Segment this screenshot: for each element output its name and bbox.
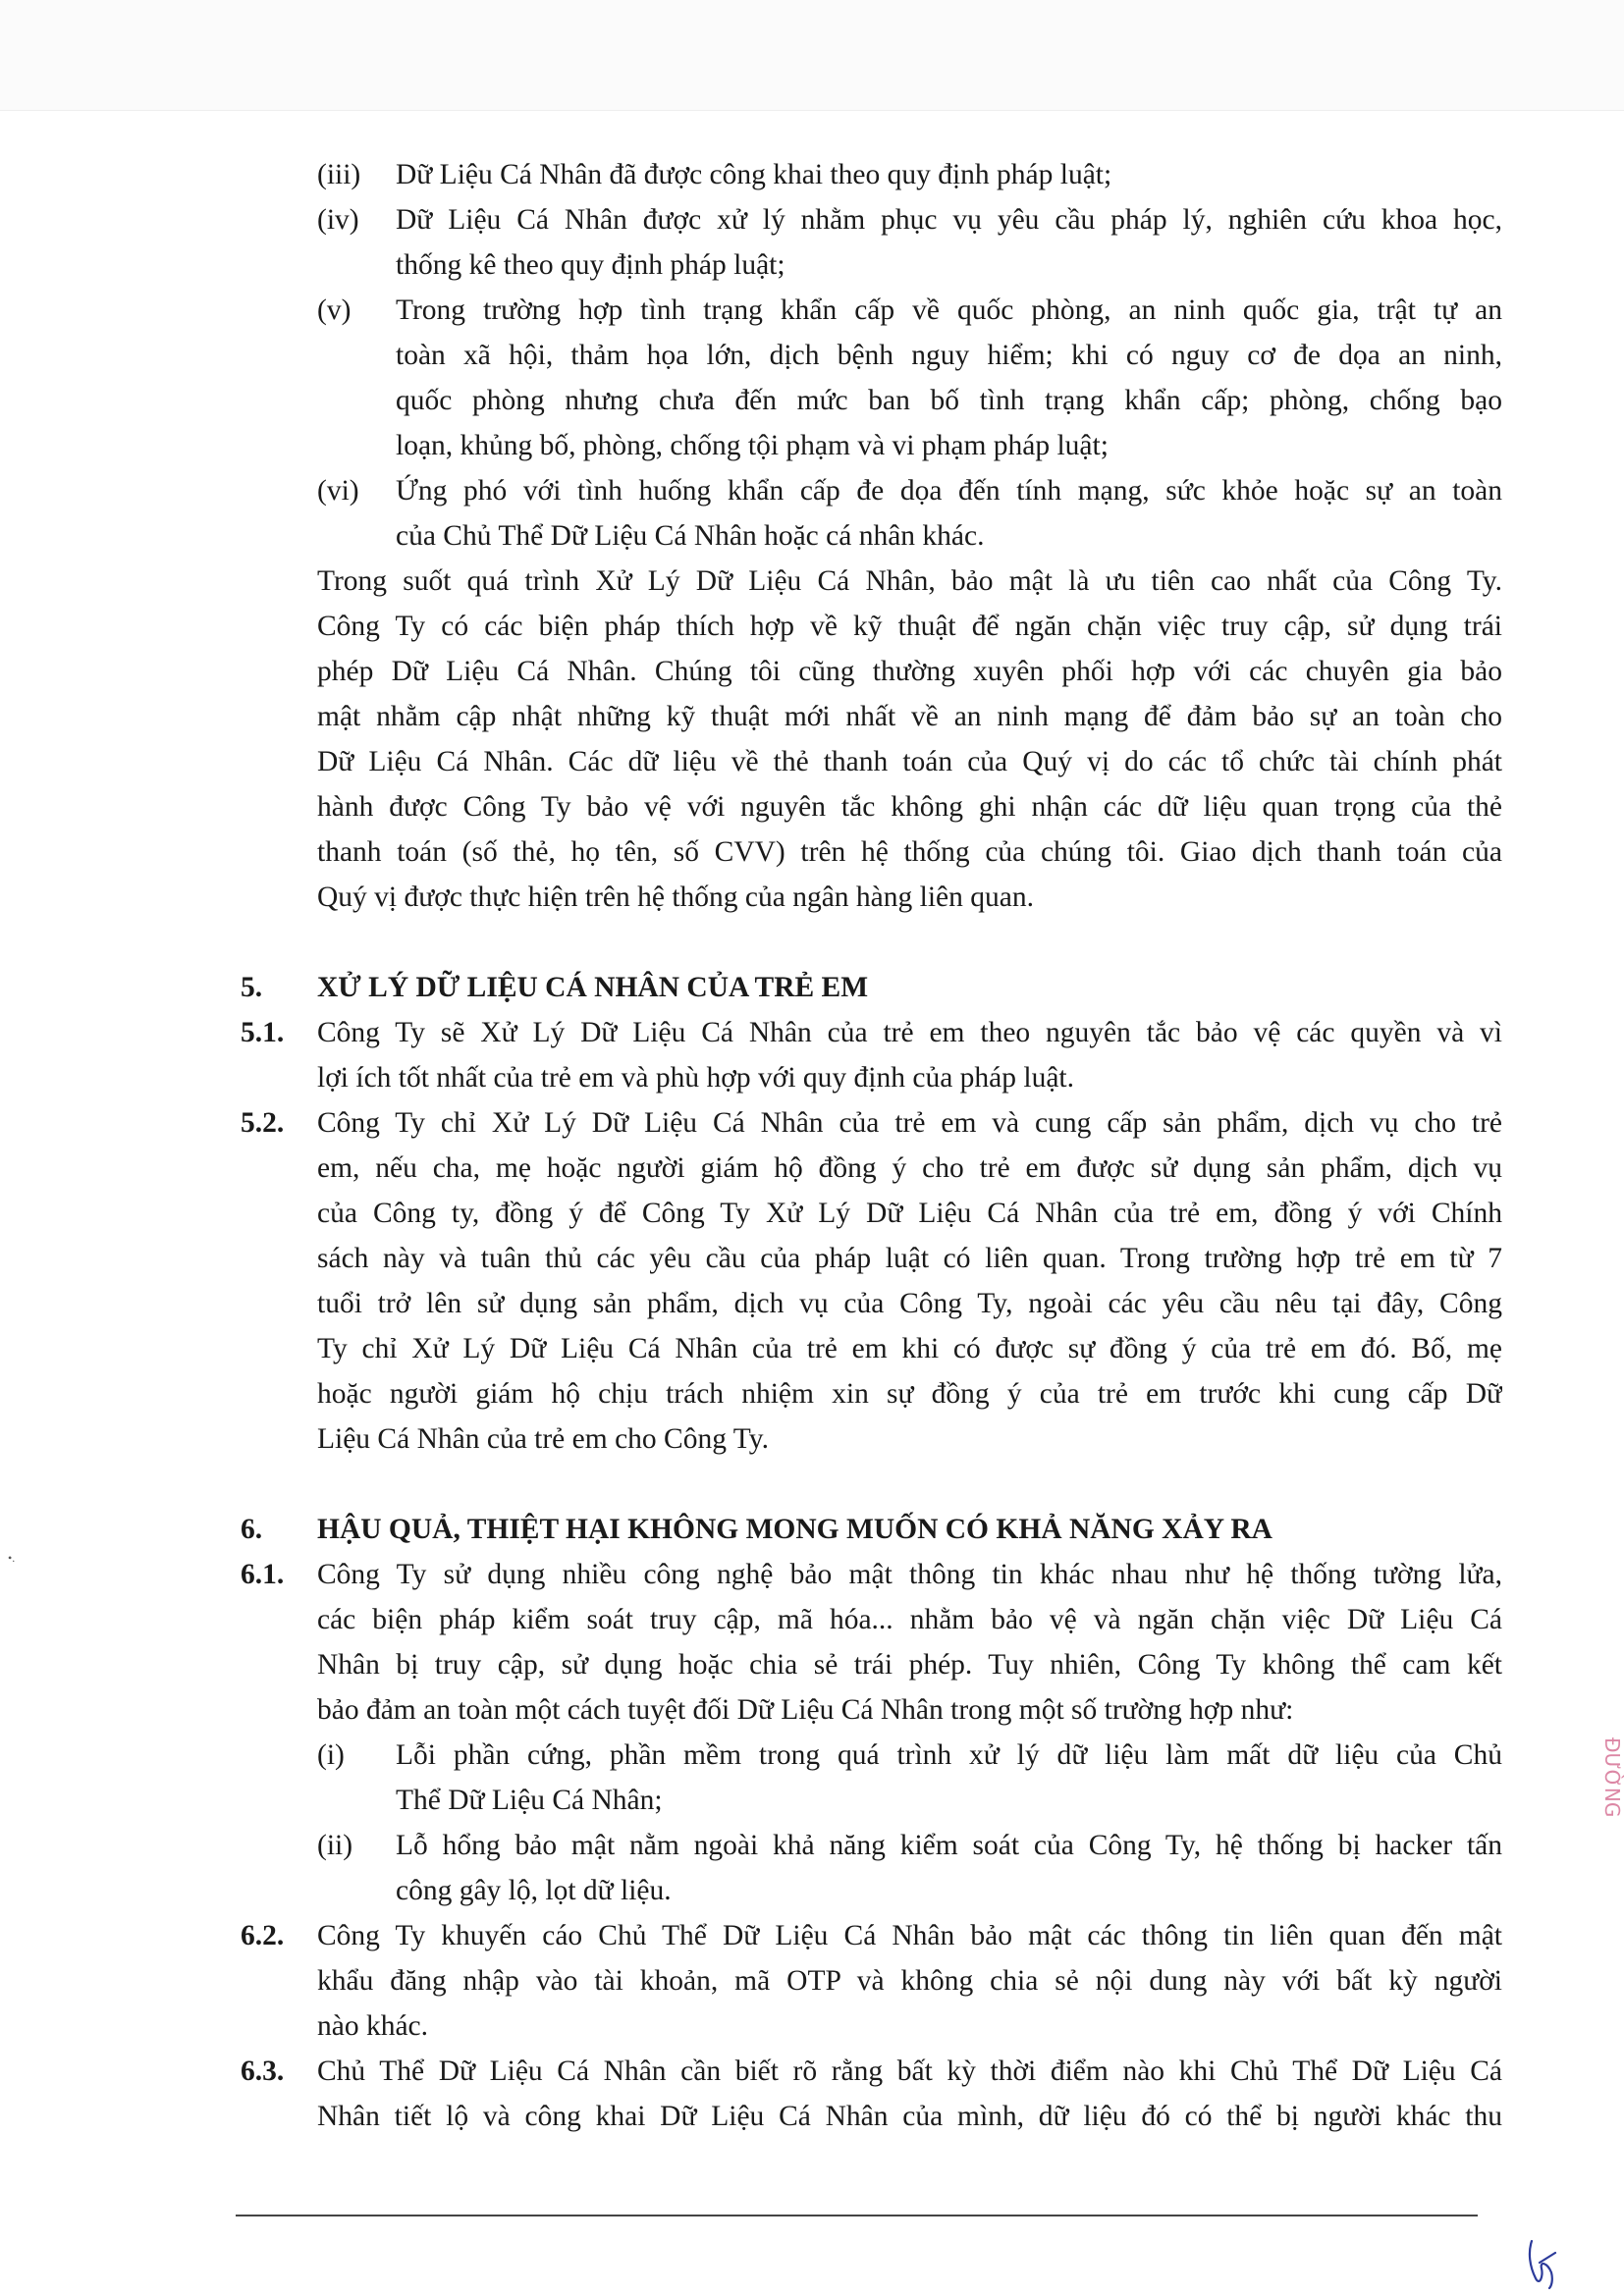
text-line: Công Ty chỉ Xử Lý Dữ Liệu Cá Nhân của trẻ em và cung cấp sản phẩm, dịch vụ cho trẻ — [317, 1107, 1502, 1139]
item-number: (vi) — [317, 475, 359, 507]
item-number: 5.1. — [241, 1017, 285, 1048]
item-number: 5.2. — [241, 1107, 285, 1139]
scan-top-margin — [0, 0, 1624, 111]
margin-stamp: ĐƯỜNG — [1600, 1737, 1624, 1818]
text-line: sách này và tuân thủ các yêu cầu của pháp luật có liên quan. Trong trường hợp trẻ em từ 7 — [317, 1243, 1502, 1274]
scan-speck: •. — [8, 1551, 16, 1565]
text-line: mật nhằm cập nhật những kỹ thuật mới nhất về an ninh mạng để đảm bảo sự an toàn cho — [317, 701, 1502, 732]
text-line: hành được Công Ty bảo vệ với nguyên tắc không ghi nhận các dữ liệu quan trọng của thẻ — [317, 791, 1502, 823]
text-line: Ty chỉ Xử Lý Dữ Liệu Cá Nhân của trẻ em khi có được sự đồng ý của trẻ em đó. Bố, mẹ — [317, 1333, 1502, 1364]
section-number: 5. — [241, 972, 263, 1003]
text-line: Dữ Liệu Cá Nhân. Các dữ liệu về thẻ thanh toán của Quý vị do các tổ chức tài chính phát — [317, 746, 1502, 777]
text-line: Trong suốt quá trình Xử Lý Dữ Liệu Cá Nhân, bảo mật là ưu tiên cao nhất của Công Ty. — [317, 565, 1502, 597]
text-line: các biện pháp kiểm soát truy cập, mã hóa... nhằm bảo vệ và ngăn chặn việc Dữ Liệu Cá — [317, 1604, 1502, 1635]
text-line: Nhân tiết lộ và công khai Dữ Liệu Cá Nhân của mình, dữ liệu đó có thể bị người khác thu — [317, 2101, 1502, 2132]
text-line: toàn xã hội, thảm họa lớn, dịch bệnh nguy hiểm; khi có nguy cơ đe dọa an ninh, — [396, 340, 1502, 371]
text-line: phép Dữ Liệu Cá Nhân. Chúng tôi cũng thường xuyên phối hợp với các chuyên gia bảo — [317, 656, 1502, 687]
item-number: (ii) — [317, 1830, 353, 1861]
text-line: khẩu đăng nhập vào tài khoản, mã OTP và không chia sẻ nội dung này với bất kỳ người — [317, 1965, 1502, 1997]
item-number: (iii) — [317, 159, 361, 190]
text-line: Công Ty có các biện pháp thích hợp về kỹ thuật để ngăn chặn việc truy cập, sử dụng trái — [317, 611, 1502, 642]
text-line: Công Ty khuyến cáo Chủ Thể Dữ Liệu Cá Nhân bảo mật các thông tin liên quan đến mật — [317, 1920, 1502, 1951]
text-line: thống kê theo quy định pháp luật; — [396, 249, 785, 281]
text-line: Dữ Liệu Cá Nhân được xử lý nhằm phục vụ yêu cầu pháp lý, nghiên cứu khoa học, — [396, 204, 1502, 236]
text-line: Công Ty sử dụng nhiều công nghệ bảo mật thông tin khác nhau như hệ thống tường lửa, — [317, 1559, 1502, 1590]
text-line: em, nếu cha, mẹ hoặc người giám hộ đồng ý cho trẻ em được sử dụng sản phẩm, dịch vụ — [317, 1152, 1502, 1184]
text-line: Nhân bị truy cập, sử dụng hoặc chia sẻ trái phép. Tuy nhiên, Công Ty không thể cam kết — [317, 1649, 1502, 1681]
footer-divider — [236, 2215, 1478, 2216]
handwritten-initial-icon — [1522, 2233, 1561, 2292]
text-line: công gây lộ, lọt dữ liệu. — [396, 1875, 672, 1906]
text-line: lợi ích tốt nhất của trẻ em và phù hợp với quy định của pháp luật. — [317, 1062, 1075, 1094]
text-line: Chủ Thể Dữ Liệu Cá Nhân cần biết rõ rằng bất kỳ thời điểm nào khi Chủ Thể Dữ Liệu Cá — [317, 2056, 1502, 2087]
text-line: Dữ Liệu Cá Nhân đã được công khai theo quy định pháp luật; — [396, 159, 1112, 190]
section-heading: XỬ LÝ DỮ LIỆU CÁ NHÂN CỦA TRẺ EM — [317, 972, 869, 1003]
text-line: thanh toán (số thẻ, họ tên, số CVV) trên hệ thống của chúng tôi. Giao dịch thanh toán của — [317, 836, 1502, 868]
text-line: nào khác. — [317, 2010, 429, 2042]
text-line: hoặc người giám hộ chịu trách nhiệm xin sự đồng ý của trẻ em trước khi cung cấp Dữ — [317, 1378, 1502, 1410]
text-line: Ứng phó với tình huống khẩn cấp đe dọa đến tính mạng, sức khỏe hoặc sự an toàn — [396, 475, 1502, 507]
item-number: (iv) — [317, 204, 359, 236]
item-number: 6.1. — [241, 1559, 285, 1590]
item-number: (v) — [317, 294, 352, 326]
text-line: bảo đảm an toàn một cách tuyệt đối Dữ Liệu Cá Nhân trong một số trường hợp như: — [317, 1694, 1294, 1726]
text-line: tuổi trở lên sử dụng sản phẩm, dịch vụ của Công Ty, ngoài các yêu cầu nêu tại đây, Công — [317, 1288, 1502, 1319]
section-heading: HẬU QUẢ, THIỆT HẠI KHÔNG MONG MUỐN CÓ KHẢ NĂNG XẢY RA — [317, 1514, 1272, 1545]
item-number: (i) — [317, 1739, 345, 1771]
text-line: Trong trường hợp tình trạng khẩn cấp về quốc phòng, an ninh quốc gia, trật tự an — [396, 294, 1502, 326]
text-line: loạn, khủng bố, phòng, chống tội phạm và vi phạm pháp luật; — [396, 430, 1109, 461]
text-line: của Chủ Thể Dữ Liệu Cá Nhân hoặc cá nhân khác. — [396, 520, 985, 552]
text-line: của Công ty, đồng ý để Công Ty Xử Lý Dữ Liệu Cá Nhân của trẻ em, đồng ý với Chính — [317, 1198, 1502, 1229]
text-line: Liệu Cá Nhân của trẻ em cho Công Ty. — [317, 1423, 769, 1455]
text-line: quốc phòng nhưng chưa đến mức ban bố tình trạng khẩn cấp; phòng, chống bạo — [396, 385, 1502, 416]
text-line: Lỗi phần cứng, phần mềm trong quá trình xử lý dữ liệu làm mất dữ liệu của Chủ — [396, 1739, 1502, 1771]
item-number: 6.2. — [241, 1920, 285, 1951]
text-line: Thể Dữ Liệu Cá Nhân; — [396, 1785, 663, 1816]
text-line: Lỗ hổng bảo mật nằm ngoài khả năng kiểm soát của Công Ty, hệ thống bị hacker tấn — [396, 1830, 1502, 1861]
text-line: Công Ty sẽ Xử Lý Dữ Liệu Cá Nhân của trẻ em theo nguyên tắc bảo vệ các quyền và vì — [317, 1017, 1502, 1048]
section-number: 6. — [241, 1514, 263, 1545]
item-number: 6.3. — [241, 2056, 285, 2087]
text-line: Quý vị được thực hiện trên hệ thống của ngân hàng liên quan. — [317, 881, 1034, 913]
